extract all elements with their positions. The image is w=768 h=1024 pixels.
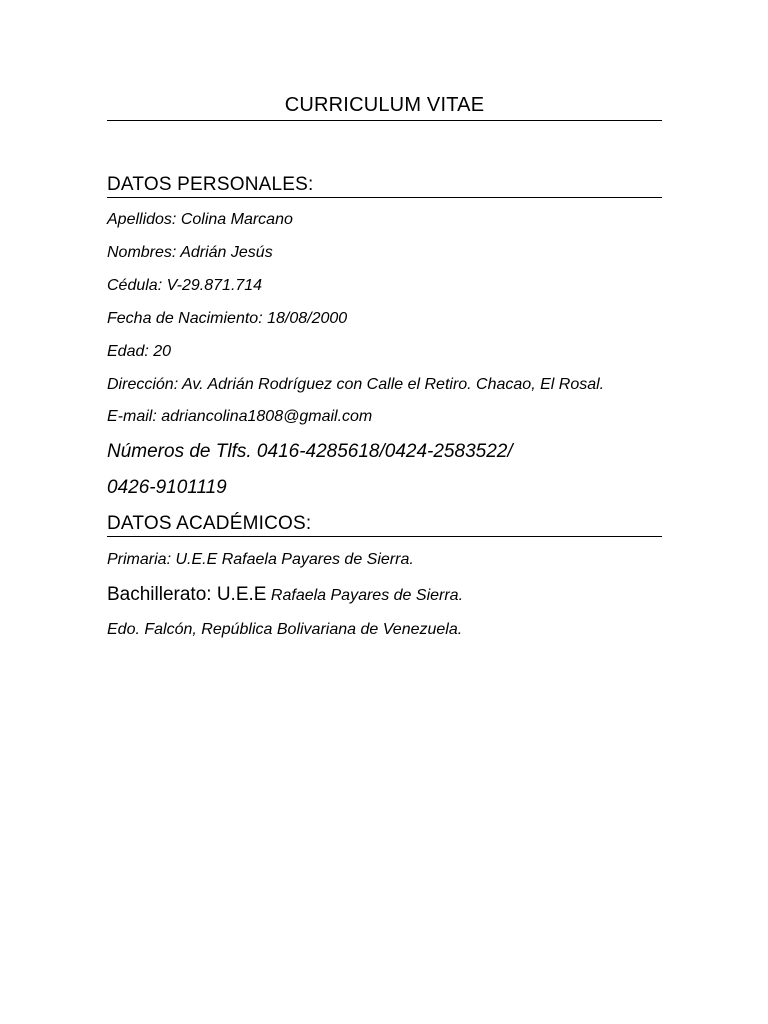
academic-section-underline [107, 536, 662, 537]
age-line: Edad: 20 [107, 343, 172, 360]
location-line: Edo. Falcón, República Bolivariana de Venezuela. [107, 621, 463, 638]
title-underline [107, 120, 662, 121]
high-school-name: Rafaela Payares de Sierra. [266, 587, 464, 604]
phone-numbers-line: Números de Tlfs. 0416-4285618/0424-2583522/ [107, 441, 513, 462]
address-line: Dirección: Av. Adrián Rodríguez con Calle el Retiro. Chacao, El Rosal. [107, 376, 605, 393]
academic-section-heading: DATOS ACADÉMICOS: [107, 513, 312, 534]
email-line: E-mail: adriancolina1808@gmail.com [107, 408, 373, 425]
phone-numbers-continued-line: 0426-9101119 [107, 477, 227, 498]
personal-section-heading: DATOS PERSONALES: [107, 174, 314, 195]
surname-line: Apellidos: Colina Marcano [107, 211, 293, 228]
document-title: CURRICULUM VITAE [284, 94, 485, 116]
high-school-line [107, 583, 463, 608]
primary-school-line: Primaria: U.E.E Rafaela Payares de Sierra. [107, 551, 414, 568]
personal-section-underline [107, 197, 662, 198]
id-number-line: Cédula: V-29.871.714 [107, 277, 263, 294]
high-school-label: Bachillerato: U.E.E [107, 584, 267, 605]
first-name-line: Nombres: Adrián Jesús [107, 244, 273, 261]
birth-date-line: Fecha de Nacimiento: 18/08/2000 [107, 310, 348, 327]
